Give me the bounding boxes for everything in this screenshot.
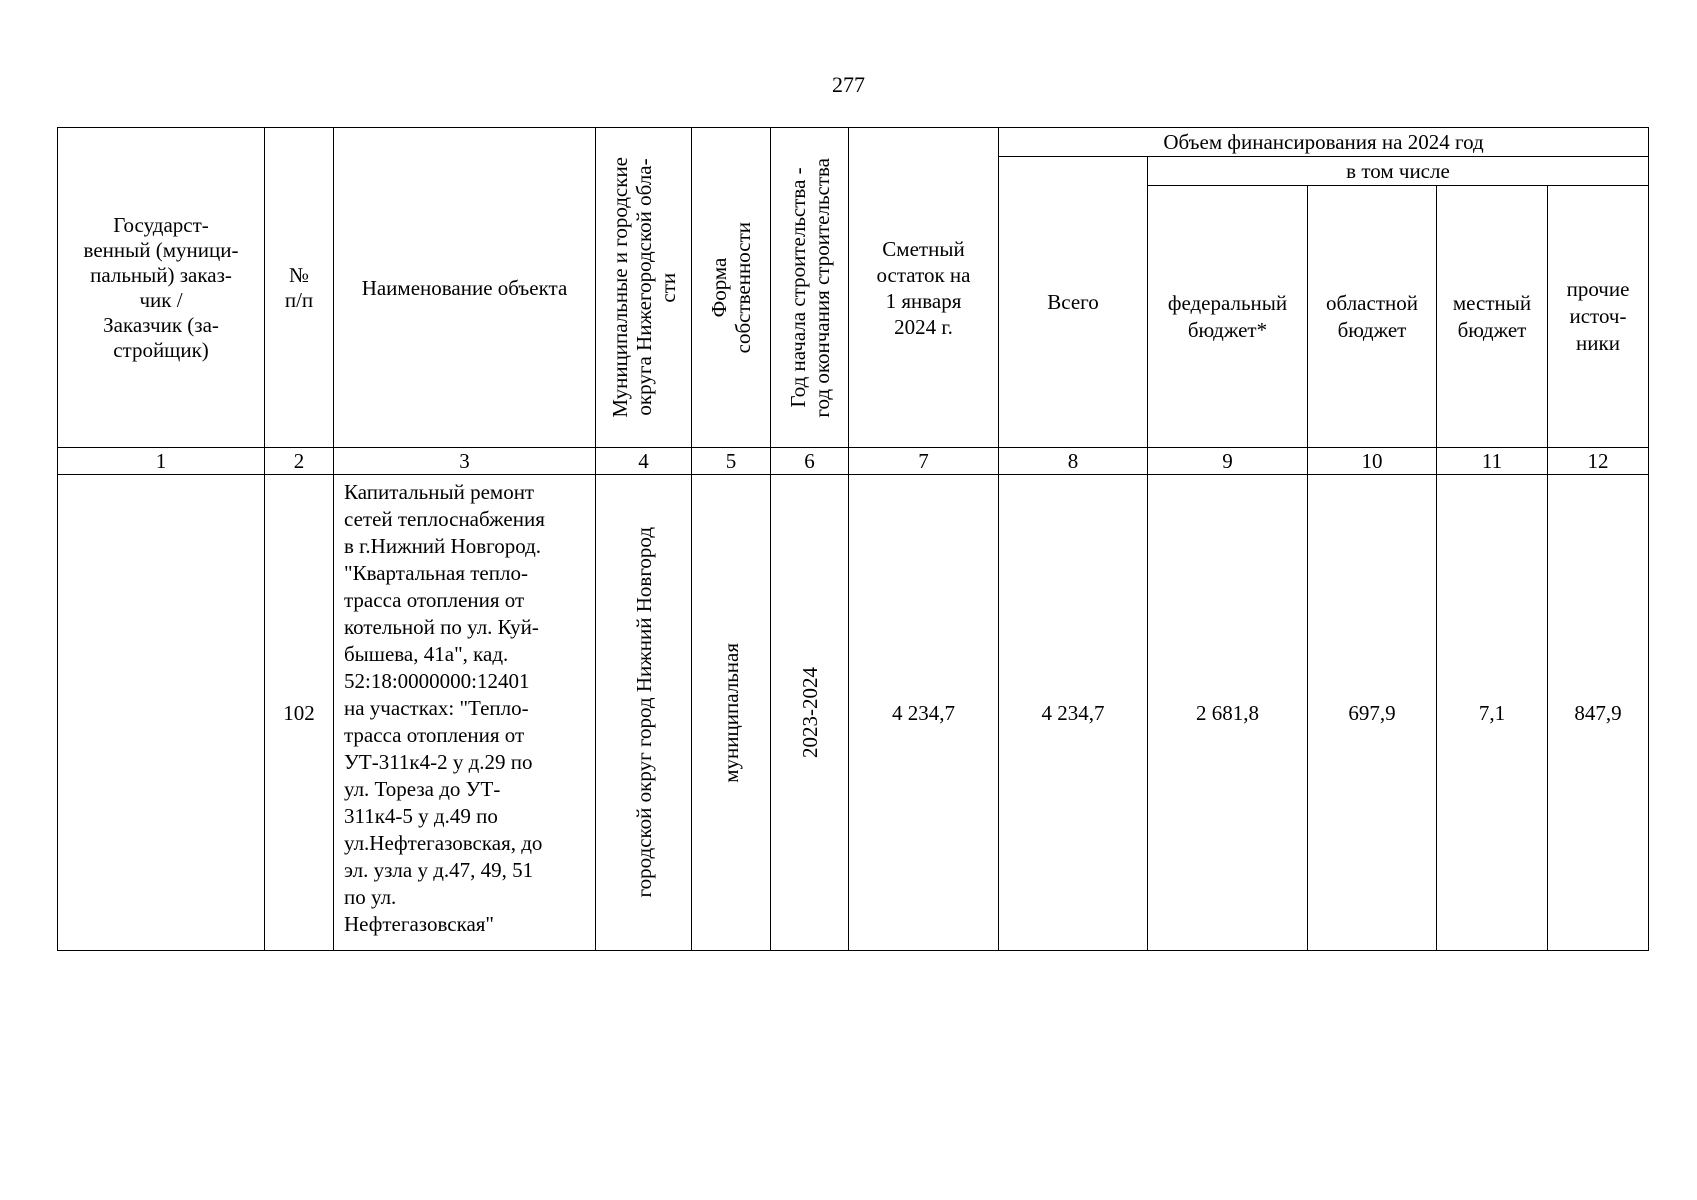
years-text: 2023-2024	[797, 667, 822, 758]
header-regional-label: областной бюджет	[1326, 290, 1418, 342]
district-text: городской округ город Нижний Новгород	[631, 527, 656, 898]
header-district-label: Муниципальные и городские округа Нижегородской обла- сти	[607, 157, 680, 418]
header-local	[1437, 186, 1548, 448]
column-number: 1	[58, 448, 265, 475]
financing-table	[57, 127, 1649, 951]
header-other	[1548, 186, 1649, 448]
header-federal	[1148, 186, 1308, 448]
page-number: 277	[832, 72, 865, 97]
ownership-text: муниципальная	[719, 642, 743, 783]
header-total	[999, 157, 1148, 448]
column-number-row	[58, 448, 1649, 475]
cell-object-name	[334, 475, 596, 951]
cell-local: 7,1	[1437, 475, 1548, 951]
header-including-label: в том числе	[1346, 159, 1450, 183]
column-number: 7	[849, 448, 999, 475]
header-financing-label: Объем финансирования на 2024 год	[1163, 130, 1484, 154]
header-balance	[849, 128, 999, 448]
header-local-label: местный бюджет	[1452, 290, 1532, 342]
header-federal-label: федеральный бюджет*	[1167, 290, 1288, 342]
cell-years	[771, 475, 849, 951]
object-name-text: Капитальный ремонт сетей теплоснабжения в г.Нижний Новгород. "Квартальная тепло- трасса отопления от котельной по ул. Куй- бышева, 41а", кад. 52:18:0000000:12401 на участках: "Тепло- трасса отопления от УТ-311к4-2 у д.29 по ул. Тореза до УТ- 311к4-5 у д.49 по ул.Нефтегазовская, до эл. узла у д.47, 49, 51 по ул. Нефтегазовская"	[344, 480, 545, 936]
table-row	[58, 475, 1649, 951]
header-other-label: прочие источ- ники	[1566, 277, 1630, 355]
header-ownership-label: Форма собственности	[707, 221, 755, 354]
header-including	[1148, 157, 1649, 186]
column-number: 10	[1308, 448, 1437, 475]
header-district	[596, 128, 692, 448]
header-years-label: Год начала строительства - год окончания строительства	[785, 157, 834, 418]
cell-balance: 4 234,7	[849, 475, 999, 951]
cell-number: 102	[265, 475, 334, 951]
cell-customer	[58, 475, 265, 951]
header-number	[265, 128, 334, 448]
column-number: 2	[265, 448, 334, 475]
header-customer	[58, 128, 265, 448]
column-number: 8	[999, 448, 1148, 475]
column-number: 11	[1437, 448, 1548, 475]
header-ownership	[692, 128, 771, 448]
column-number: 9	[1148, 448, 1308, 475]
header-balance-label: Сметный остаток на 1 января 2024 г.	[876, 236, 971, 339]
header-total-label: Всего	[1047, 290, 1099, 314]
cell-district	[596, 475, 692, 951]
column-number: 12	[1548, 448, 1649, 475]
column-number: 3	[334, 448, 596, 475]
column-number: 4	[596, 448, 692, 475]
cell-other: 847,9	[1548, 475, 1649, 951]
header-object-name	[334, 128, 596, 448]
header-row-1	[58, 128, 1649, 157]
column-number: 6	[771, 448, 849, 475]
header-financing	[999, 128, 1649, 157]
cell-ownership	[692, 475, 771, 951]
column-number: 5	[692, 448, 771, 475]
header-customer-label: Государст- венный (муници- пальный) заказ- чик / Заказчик (за- стройщик)	[83, 212, 239, 362]
cell-federal: 2 681,8	[1148, 475, 1308, 951]
header-object-name-label: Наименование объекта	[361, 275, 568, 300]
cell-regional: 697,9	[1308, 475, 1437, 951]
header-years	[771, 128, 849, 448]
header-regional	[1308, 186, 1437, 448]
header-number-label: № п/п	[284, 262, 314, 312]
cell-total: 4 234,7	[999, 475, 1148, 951]
